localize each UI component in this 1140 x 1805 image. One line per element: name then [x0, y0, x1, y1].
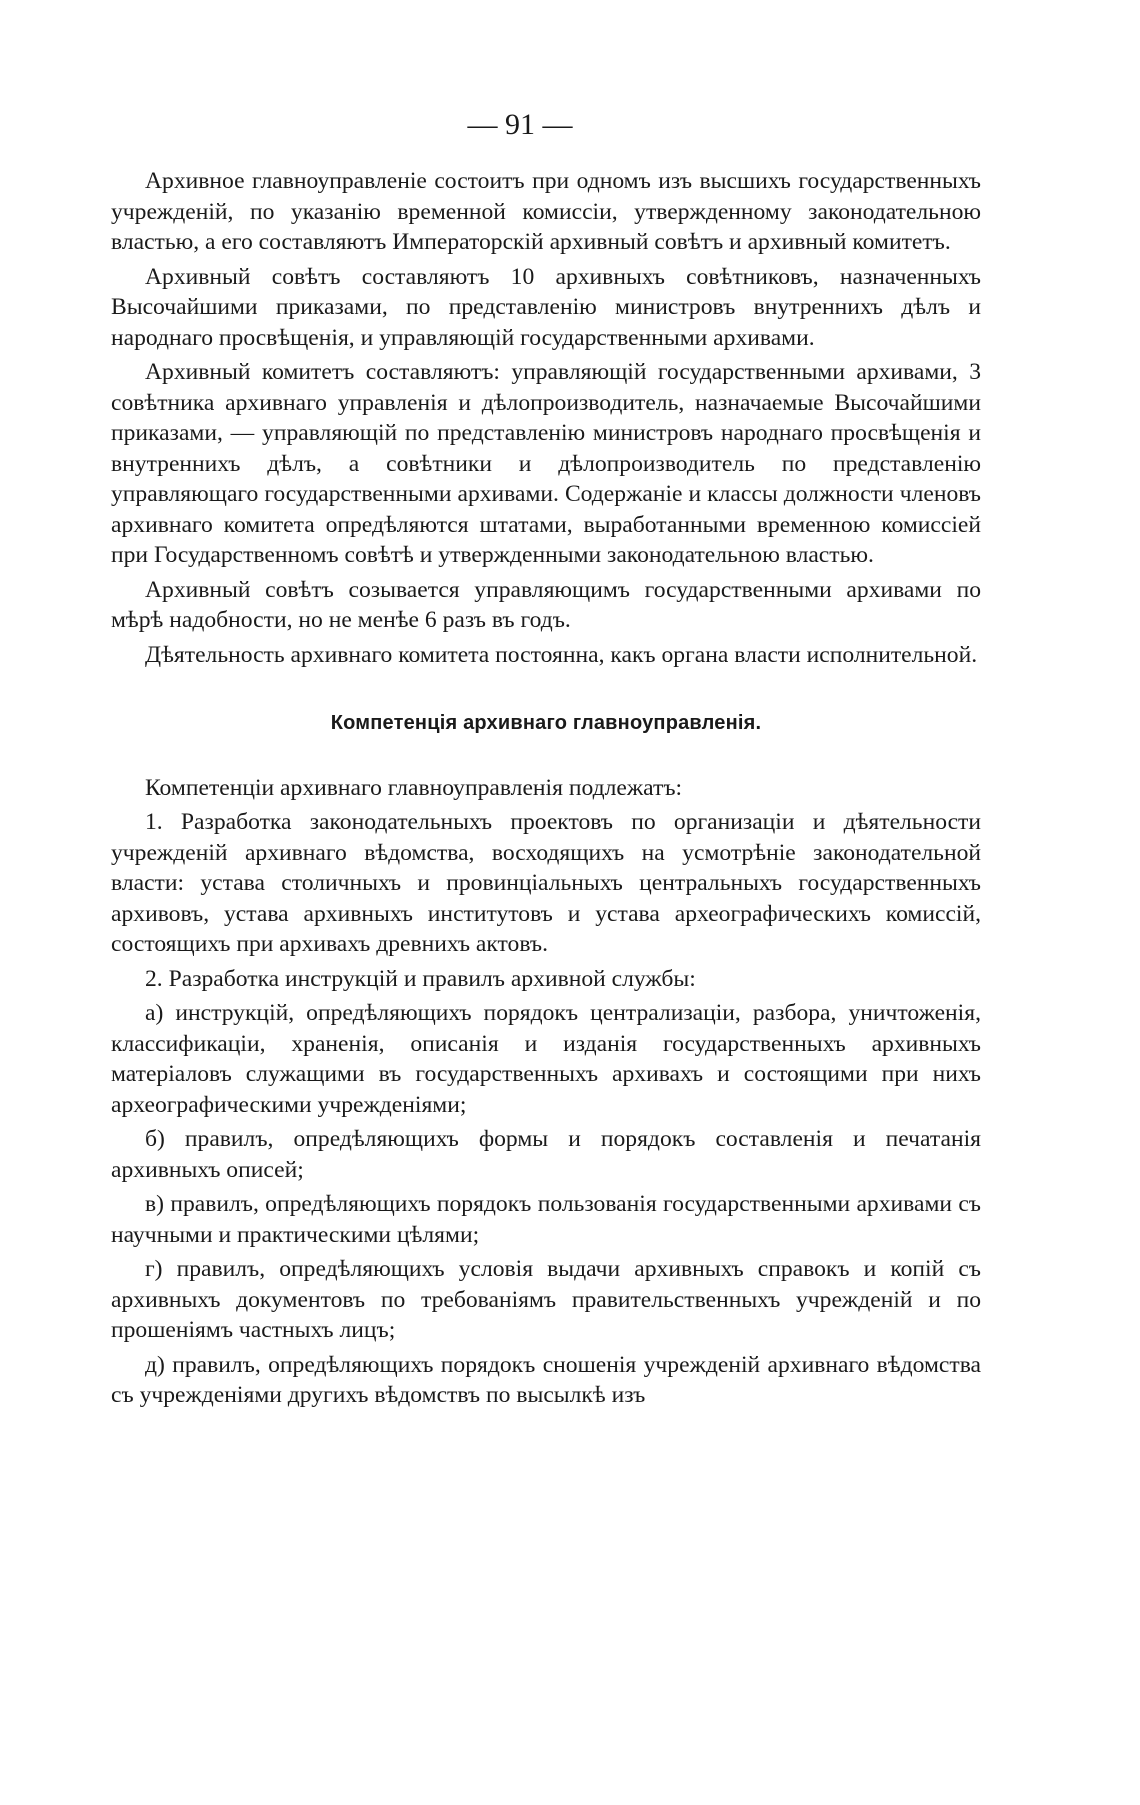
list-item-2d: г) правилъ, опредѣляющихъ условія выдачи архивныхъ справокъ и копій съ архивныхъ документовъ по требованіямъ правительственныхъ учрежденій и по прошеніямъ частныхъ лицъ; [111, 1256, 981, 1343]
body-text [111, 166, 981, 1415]
list-item-2e: д) правилъ, опредѣляющихъ порядокъ сношенія учрежденій архивнаго вѣдомства съ учрежденіями другихъ вѣдомствъ по высылкѣ изъ [111, 1351, 981, 1408]
paragraph-archive-administration: Архивное главноуправленіе состоитъ при одномъ изъ высшихъ государственныхъ учрежденій, по указанію временной комиссіи, утвержденному законодательною властью, а его составляютъ Императорскій архивный совѣтъ и архивный комитетъ. [111, 168, 981, 255]
list-item-2c: в) правилъ, опредѣляющихъ порядокъ пользованія государственными архивами съ научными и практическими цѣлями; [111, 1191, 981, 1248]
list-item-2b: б) правилъ, опредѣляющихъ формы и порядокъ составленія и печатанія архивныхъ описей; [111, 1126, 981, 1183]
list-item-1: 1. Разработка законодательныхъ проектовъ по организаціи и дѣятельности учрежденій архивнаго вѣдомства, восходящихъ на усмотрѣніе законодательной власти: устава столичныхъ и провинціальныхъ центральныхъ государственныхъ архивовъ, устава архивныхъ институтовъ и устава археографическихъ комиссій, состоящихъ при архивахъ древнихъ актовъ. [111, 809, 981, 957]
paragraph-competence-intro: Компетенціи архивнаго главноуправленія подлежатъ: [145, 774, 683, 801]
list-item-2a: а) инструкцій, опредѣляющихъ порядокъ централизаціи, разбора, уничтоженія, классификаціи, храненія, описанія и изданія государственныхъ архивныхъ матеріаловъ служащими въ государственныхъ архивахъ и состоящими при нихъ археографическими учрежденіями; [111, 1000, 981, 1118]
page-number: — 91 — [467, 108, 573, 141]
paragraph-archive-council: Архивный совѣтъ составляютъ 10 архивныхъ совѣтниковъ, назначенныхъ Высочайшими приказами, по представленію министровъ внутреннихъ дѣлъ и народнаго просвѣщенія, и управляющій государственными архивами. [111, 263, 981, 351]
section-heading: Компетенція архивнаго главноуправленія. [330, 712, 762, 734]
paragraph-committee-activity: Дѣятельность архивнаго комитета постоянна, какъ органа власти исполнительной. [145, 641, 978, 668]
paragraph-council-convening: Архивный совѣтъ созывается управляющимъ государственными архивами по мѣрѣ надобности, но не менѣе 6 разъ въ годъ. [111, 576, 981, 633]
list-item-2: 2. Разработка инструкцій и правилъ архивной службы: [145, 965, 696, 992]
paragraph-archive-committee: Архивный комитетъ составляютъ: управляющій государственными архивами, 3 совѣтника архивнаго управленія и дѣлопроизводитель, назначаемые Высочайшими приказами, — управляющій по представленію министровъ народнаго просвѣщенія и внутреннихъ дѣлъ, а совѣтники и дѣлопроизводитель по представленію управляющаго государственными архивами. Содержаніе и классы должности членовъ архивнаго комитета опредѣляются штатами, выработанными временною комиссіей при Государственномъ совѣтѣ и утвержденными законодательною властью. [111, 359, 981, 568]
